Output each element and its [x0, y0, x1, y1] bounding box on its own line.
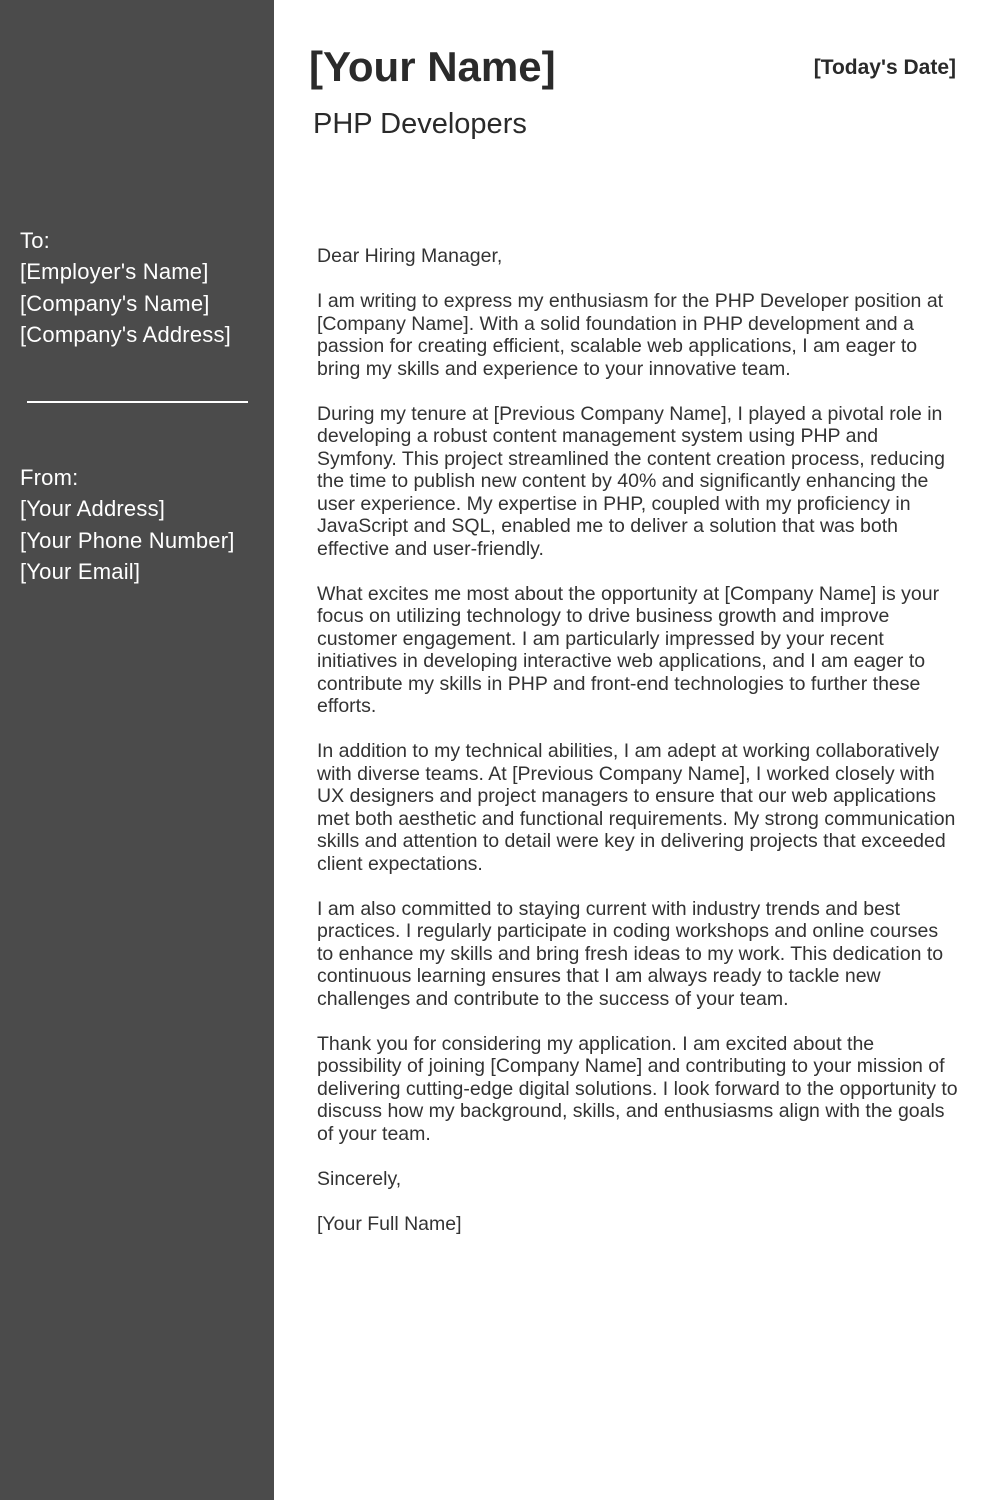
- sidebar-divider: [27, 401, 248, 403]
- paragraph-1: I am writing to express my enthusiasm for the PHP Developer position at [Company Name]. With a solid foundation in PHP development and a passion for creating efficient, scalable web applications, I am eager to bring my skills and experience to your innovative team.: [317, 290, 944, 380]
- paragraph-3: What excites me most about the opportunity at [Company Name] is your focus on utilizing technology to drive business growth and improve customer engagement. I am particularly impressed by your recent initiatives in developing interactive web applications, and I am eager to contribute my skills in PHP and front-end technologies to further these efforts.: [317, 582, 940, 717]
- sender-phone: [Your Phone Number]: [20, 527, 235, 553]
- paragraph-4: In addition to my technical abilities, I am adept at working collaboratively with diverse teams. At [Previous Company Name], I worked closely with UX designers and project managers to ensure that our web applications met both aesthetic and functional requirements. My strong communication skills and attention to detail were key in delivering projects that exceeded client expectations.: [317, 740, 956, 875]
- company-name: [Company's Name]: [20, 290, 210, 316]
- contact-sidebar: [0, 0, 274, 1500]
- signature: [Your Full Name]: [317, 1212, 462, 1235]
- paragraph-5: I am also committed to staying current with industry trends and best practices. I regularly participate in coding workshops and online courses to enhance my skills and bring fresh ideas to my work. This dedication to continuous learning ensures that I am always ready to tackle new challenges and contribute to the success of your team.: [317, 897, 944, 1010]
- sender-address: [Your Address]: [20, 496, 166, 522]
- sender-label: From:: [20, 465, 79, 490]
- company-address: [Company's Address]: [20, 321, 231, 347]
- paragraph-2: During my tenure at [Previous Company Name], I played a pivotal role in developing a robust content management system using PHP and Symfony. This project streamlined the content creation process, reducing the time to publish new content by 40% and significantly enhancing the user experience. My expertise in PHP, coupled with my proficiency in JavaScript and SQL, enabled me to deliver a solution that was both effective and user-friendly.: [317, 402, 945, 560]
- applicant-name: [Your Name]: [309, 43, 556, 90]
- job-title: PHP Developers: [313, 108, 527, 140]
- salutation: Dear Hiring Manager,: [317, 245, 503, 267]
- recipient-label: To:: [20, 228, 50, 253]
- recipient-block: [20, 225, 270, 350]
- sender-block: [20, 462, 270, 587]
- letter-date: [Today's Date]: [813, 56, 956, 79]
- letter-body: [317, 245, 959, 1258]
- sender-email: [Your Email]: [20, 558, 141, 584]
- paragraph-6: Thank you for considering my application. I am excited about the possibility of joining [Company Name] and contributing to your mission of delivering cutting-edge digital solutions. I look forward to the opportunity to discuss how my background, skills, and enthusiasms align with the goals of your team.: [317, 1032, 958, 1145]
- employer-name: [Employer's Name]: [20, 259, 209, 285]
- closing: Sincerely,: [317, 1167, 402, 1190]
